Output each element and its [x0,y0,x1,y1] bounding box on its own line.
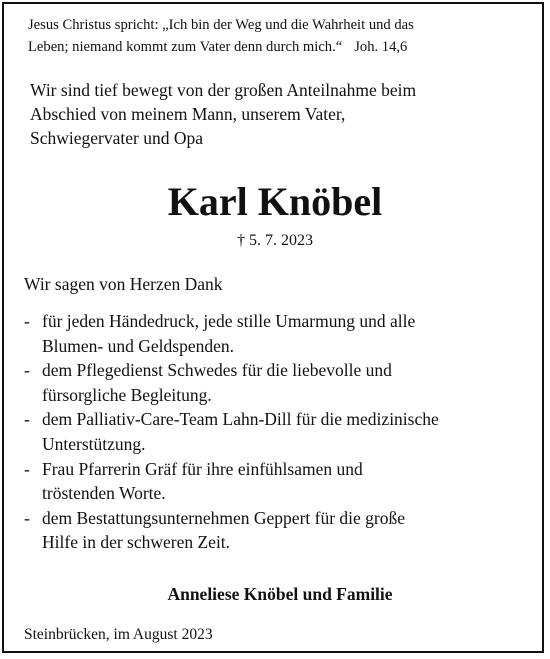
list-item-line-2: Hilfe in der schweren Zeit. [42,532,231,553]
list-dash: - [24,360,30,381]
intro-text [30,78,530,150]
list-item [24,457,529,506]
list-item [24,309,529,358]
list-item-line-2: Blumen- und Geldspenden. [42,335,234,356]
verse-line-2-text: Leben; niemand kommt zum Vater denn durch mich.“ [28,39,343,55]
thanks-list [24,309,529,555]
intro-line-1: Wir sind tief bewegt von der großen Anteilnahme beim [30,80,417,100]
list-item [24,407,529,456]
list-item [24,506,529,555]
place-date: Steinbrücken, im August 2023 [24,626,213,643]
verse-line-2 [28,36,528,58]
list-item-line-1: für jeden Händedruck, jede stille Umarmung und alle [42,311,416,331]
list-dash: - [24,507,30,528]
list-dash: - [24,458,30,479]
list-dash: - [24,409,30,430]
list-item [24,358,529,407]
list-item-line-1: dem Bestattungsunternehmen Geppert für die große [42,507,406,528]
list-item-line-1: Frau Pfarrerin Gräf für ihre einfühlsamen und [42,458,363,479]
list-item-line-2: Unterstützung. [42,433,146,454]
intro-line-2: Abschied von meinem Mann, unserem Vater, [30,104,346,124]
bible-verse [28,14,528,58]
list-item-line-2: tröstenden Worte. [42,483,166,504]
verse-line-1: Jesus Christus spricht: „Ich bin der Weg und die Wahrheit und das [28,17,414,33]
list-item-line-1: dem Palliativ-Care-Team Lahn-Dill für die medizinische [42,409,439,430]
signature: Anneliese Knöbel und Familie [167,584,393,604]
list-item-line-2: fürsorgliche Begleitung. [42,384,212,405]
deceased-name: Karl Knöbel [167,179,383,224]
list-dash: - [24,311,30,331]
list-item-line-1: dem Pflegedienst Schwedes für die liebevolle und [42,360,392,381]
verse-reference: Joh. 14,6 [354,39,408,55]
thanks-intro: Wir sagen von Herzen Dank [24,274,223,294]
death-date: † 5. 7. 2023 [237,232,313,249]
intro-line-3: Schwiegervater und Opa [30,128,203,148]
